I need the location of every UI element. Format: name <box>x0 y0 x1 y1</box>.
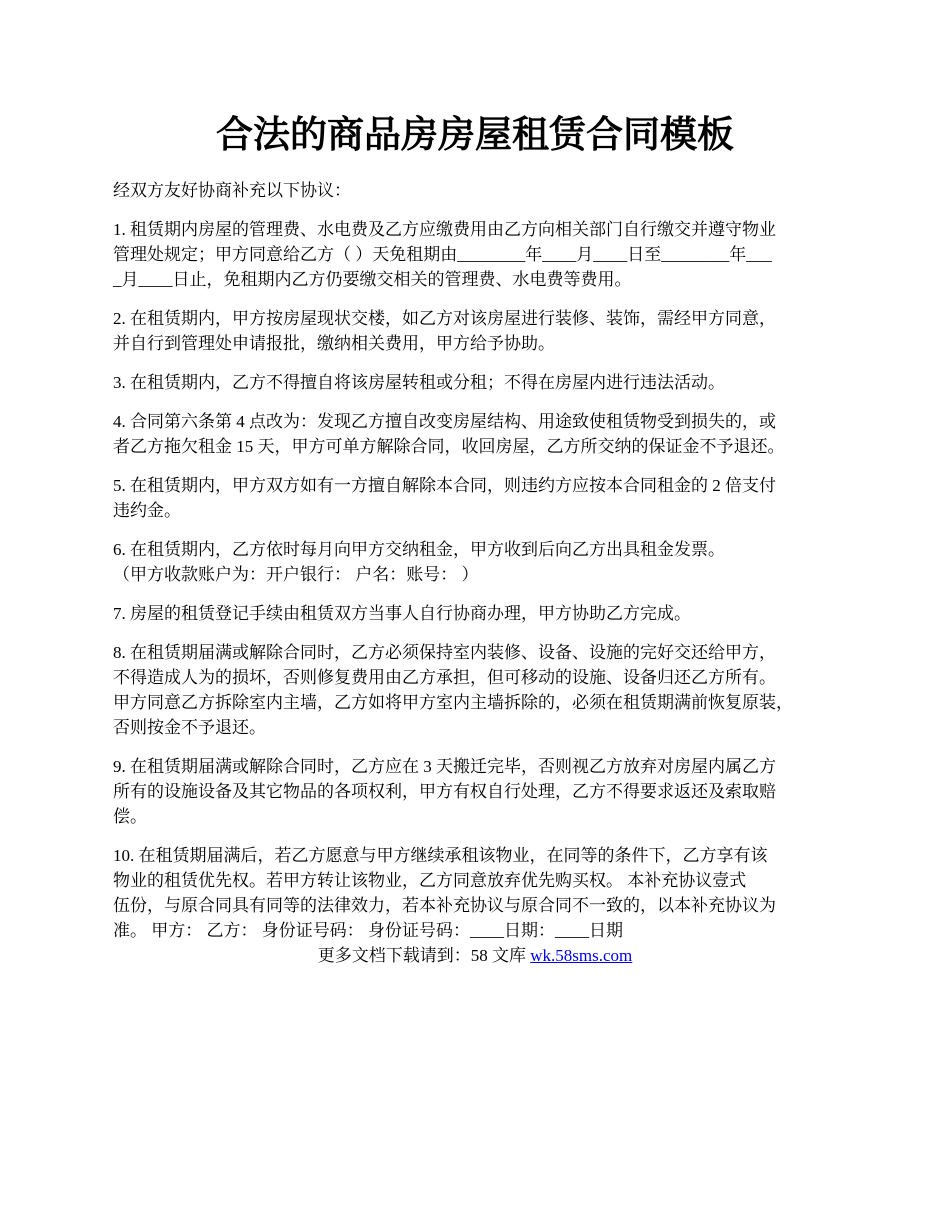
clause-line: 8. 在租赁期届满或解除合同时，乙方必须保持室内装修、设备、设施的完好交还给甲方， <box>113 643 776 662</box>
clause-line: 10. 在租赁期届满后，若乙方愿意与甲方继续承租该物业，在同等的条件下，乙方享有该 <box>113 846 768 865</box>
clause-line: 所有的设施设备及其它物品的各项权利，甲方有权自行处理，乙方不得要求返还及索取赔 <box>113 782 776 801</box>
intro-paragraph: 经双方友好协商补充以下协议： <box>113 181 351 200</box>
clause-line: 1. 租赁期内房屋的管理费、水电费及乙方应缴费用由乙方向相关部门自行缴交并遵守物业 <box>113 220 776 239</box>
clause-list <box>113 217 845 943</box>
clause-line: 7. 房屋的租赁登记手续由租赁双方当事人自行协商办理，甲方协助乙方完成。 <box>113 604 691 623</box>
clause-paragraph <box>113 473 845 523</box>
clause-line: _月____日止，免租期内乙方仍要缴交相关的管理费、水电费等费用。 <box>113 270 632 289</box>
clause-line: 不得造成人为的损坏，否则修复费用由乙方承担，但可移动的设施、设备归还乙方所有。 <box>113 668 776 687</box>
clause-line: 6. 在租赁期内，乙方依时每月向甲方交纳租金，甲方收到后向乙方出具租金发票。 <box>113 540 725 559</box>
clause-paragraph <box>113 843 845 943</box>
clause-line: 准。 甲方： 乙方： 身份证号码： 身份证号码：____日期：____日期 <box>113 921 623 940</box>
clause-line: 2. 在租赁期内，甲方按房屋现状交楼，如乙方对该房屋进行装修、装饰，需经甲方同意， <box>113 309 776 328</box>
clause-line: 并自行到管理处申请报批，缴纳相关费用，甲方给予协助。 <box>113 334 555 353</box>
clause-paragraph <box>113 601 845 626</box>
document-title: 合法的商品房房屋租赁合同模板 <box>216 115 734 156</box>
document-body <box>113 178 845 957</box>
clause-line: 甲方同意乙方拆除室内主墙，乙方如将甲方室内主墙拆除的，必须在租赁期满前恢复原装， <box>113 693 793 712</box>
clause-line: 9. 在租赁期届满或解除合同时，乙方应在 3 天搬迁完毕，否则视乙方放弃对房屋内属乙方 <box>113 757 776 776</box>
clause-paragraph <box>113 754 845 829</box>
clause-line: 否则按金不予退还。 <box>113 718 266 737</box>
clause-line: 物业的租赁优先权。若甲方转让该物业，乙方同意放弃优先购买权。 本补充协议壹式 <box>113 871 747 890</box>
clause-paragraph <box>113 409 845 459</box>
footer <box>0 943 950 968</box>
clause-line: （甲方收款账户为：开户银行： 户名：账号： ） <box>113 565 479 584</box>
footer-link[interactable]: wk.58sms.com <box>530 946 633 965</box>
clause-paragraph <box>113 640 845 740</box>
clause-paragraph <box>113 370 845 395</box>
clause-line: 违约金。 <box>113 501 181 520</box>
clause-line: 4. 合同第六条第 4 点改为：发现乙方擅自改变房屋结构、用途致使租赁物受到损失的，或 <box>113 412 776 431</box>
clause-line: 3. 在租赁期内，乙方不得擅自将该房屋转租或分租；不得在房屋内进行违法活动。 <box>113 373 725 392</box>
clause-line: 偿。 <box>113 807 147 826</box>
clause-line: 5. 在租赁期内，甲方双方如有一方擅自解除本合同，则违约方应按本合同租金的 2 倍支付 <box>113 476 776 495</box>
clause-line: 管理处规定；甲方同意给乙方（ ）天免租期由________年____月____日至________年___ <box>113 245 772 264</box>
clause-paragraph <box>113 306 845 356</box>
clause-line: 伍份，与原合同具有同等的法律效力，若本补充协议与原合同不一致的，以本补充协议为 <box>113 896 776 915</box>
clause-paragraph <box>113 537 845 587</box>
clause-paragraph <box>113 217 845 292</box>
clause-line: 者乙方拖欠租金 15 天，甲方可单方解除合同，收回房屋，乙方所交纳的保证金不予退还。 <box>113 437 785 456</box>
footer-text: 更多文档下载请到：58 文库 <box>317 946 531 965</box>
